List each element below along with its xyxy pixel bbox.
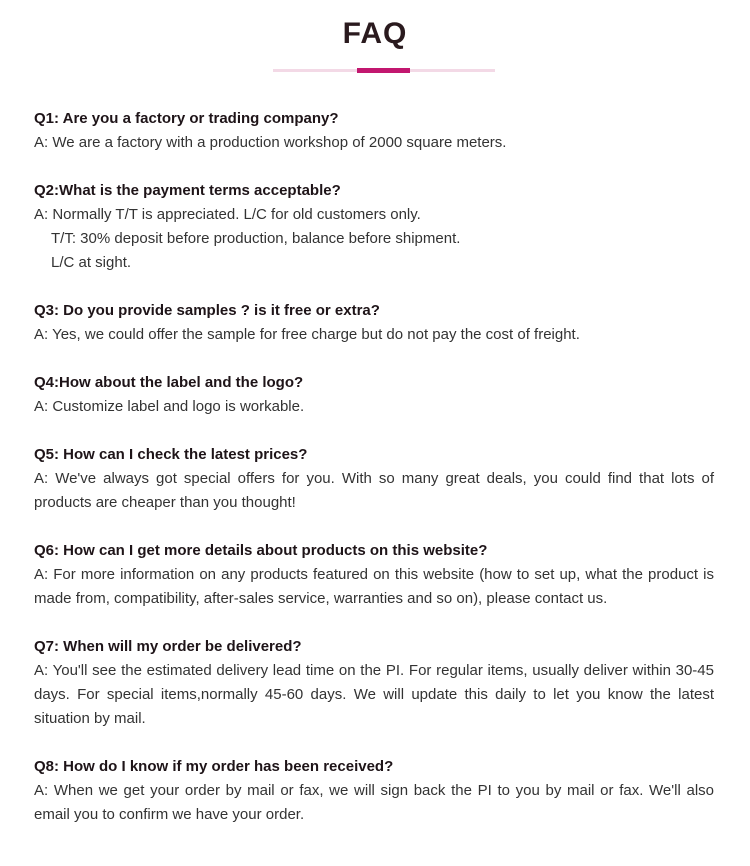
- faq-answer: A: Yes, we could offer the sample for free charge but do not pay the cost of freight.: [34, 326, 580, 343]
- faq-item-2: [34, 179, 714, 275]
- faq-answer: A: We've always got special offers for you. With so many great deals, you could find that lots of products are cheaper than you thought!: [34, 470, 714, 511]
- faq-item-4: [34, 371, 714, 419]
- faq-item-1: [34, 107, 714, 155]
- faq-header: [0, 14, 750, 54]
- faq-question: Q7: When will my order be delivered?: [34, 638, 302, 655]
- faq-answer-line: T/T: 30% deposit before production, balance before shipment.: [51, 230, 461, 247]
- faq-answer: A: When we get your order by mail or fax, we will sign back the PI to you by mail or fax. We'll also email you to confirm we have your order.: [34, 782, 714, 823]
- page-title: FAQ: [342, 17, 408, 50]
- faq-question: Q6: How can I get more details about products on this website?: [34, 542, 488, 559]
- faq-item-3: [34, 299, 714, 347]
- faq-question: Q1: Are you a factory or trading company?: [34, 110, 339, 127]
- faq-question: Q5: How can I check the latest prices?: [34, 446, 308, 463]
- faq-question: Q4:How about the label and the logo?: [34, 374, 304, 391]
- faq-item-7: [34, 635, 714, 731]
- faq-question: Q2:What is the payment terms acceptable?: [34, 182, 341, 199]
- faq-item-8: [34, 755, 714, 827]
- faq-question: Q8: How do I know if my order has been received?: [34, 758, 394, 775]
- faq-answer: A: You'll see the estimated delivery lead time on the PI. For regular items, usually deliver within 30-45 days. For special items,normally 45-60 days. We will update this daily to let you know the latest situation by mail.: [34, 662, 714, 727]
- faq-question: Q3: Do you provide samples ? is it free or extra?: [34, 302, 380, 319]
- faq-item-6: [34, 539, 714, 611]
- faq-answer-line: L/C at sight.: [51, 254, 132, 271]
- faq-item-5: [34, 443, 714, 515]
- title-divider: [273, 68, 495, 73]
- divider-accent: [357, 68, 410, 73]
- faq-answer: A: Normally T/T is appreciated. L/C for old customers only.: [34, 206, 421, 223]
- faq-answer: A: Customize label and logo is workable.: [34, 398, 305, 415]
- faq-list: [34, 107, 714, 851]
- faq-answer: A: We are a factory with a production workshop of 2000 square meters.: [34, 134, 507, 151]
- faq-answer: A: For more information on any products featured on this website (how to set up, what the product is made from, compatibility, after-sales service, warranties and so on), please contact us.: [34, 566, 714, 607]
